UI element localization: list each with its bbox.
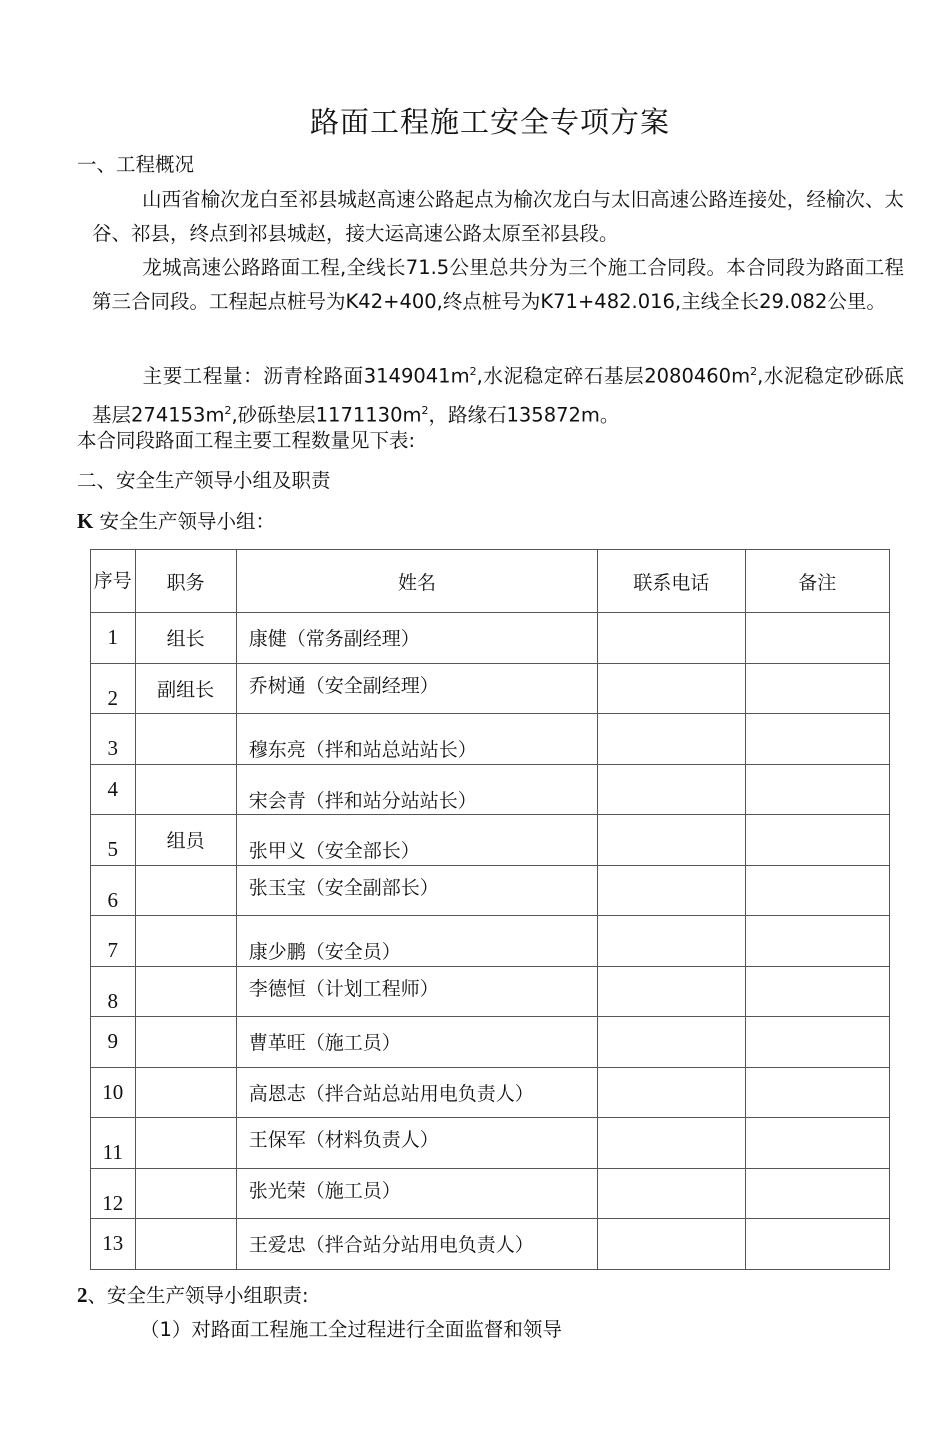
cell-name-text: 康少鹏（安全员）	[248, 941, 401, 964]
cell-no-text: 6	[107, 887, 118, 912]
cell-position-text: 组员	[166, 830, 205, 853]
quantities-part-e: ，路缘石135872m。	[428, 403, 620, 426]
quantities-part-a: 主要工程量：沥青栓路面3149041m	[142, 364, 470, 388]
table-row	[91, 764, 890, 815]
cell-name	[236, 764, 597, 815]
header-position: 职务	[135, 550, 236, 613]
cell-position	[135, 663, 236, 714]
quantities-part-b: ,水泥稳定碎石基层2080460m	[476, 364, 751, 388]
cell-phone	[598, 613, 745, 664]
cell-position	[135, 1067, 236, 1118]
cell-remark	[745, 815, 889, 866]
cell-name-text: 高恩志（拌合站总站用电负责人）	[248, 1082, 534, 1105]
cell-name	[236, 916, 597, 967]
cell-remark	[745, 714, 889, 765]
superscript: 2	[469, 365, 477, 378]
cell-no-text: 5	[107, 837, 118, 862]
cell-position	[135, 815, 236, 866]
duty-item-1: （1）对路面工程施工全过程进行全面监督和领导	[140, 1318, 562, 1341]
cell-no-text: 3	[107, 736, 118, 761]
superscript: 2	[750, 365, 758, 378]
cell-position	[135, 613, 236, 664]
cell-remark	[745, 916, 889, 967]
cell-name-text: 李德恒（计划工程师）	[248, 977, 439, 1000]
cell-name-text: 张玉宝（安全副部长）	[248, 876, 439, 899]
cell-name-text: 王保军（材料负责人）	[248, 1129, 439, 1152]
cell-no	[91, 1067, 136, 1118]
cell-no	[91, 663, 136, 714]
table-row	[91, 1118, 890, 1169]
subsection-marker: K	[77, 509, 94, 533]
cell-no	[91, 714, 136, 765]
cell-position	[135, 714, 236, 765]
cell-phone	[598, 714, 745, 765]
subsection-k-heading	[77, 504, 275, 539]
table-row	[91, 613, 890, 664]
cell-remark	[745, 764, 889, 815]
cell-name-text: 宋会青（拌和站分站站长）	[248, 789, 477, 812]
cell-name	[236, 714, 597, 765]
cell-phone	[598, 966, 745, 1017]
cell-name	[236, 1118, 597, 1169]
subsection-text: 安全生产领导小组：	[99, 510, 276, 533]
table-row	[91, 714, 890, 765]
cell-remark	[745, 663, 889, 714]
cell-position	[135, 1168, 236, 1219]
cell-remark	[745, 966, 889, 1017]
cell-phone	[598, 1118, 745, 1169]
paragraph-1-text: 山西省榆次龙白至祁县城赵高速公路起点为榆次龙白与太旧高速公路连接处，经榆次、太谷、祁县，终点到祁县城赵，接大运高速公路太原至祁县段。	[92, 188, 904, 245]
cell-name	[236, 613, 597, 664]
cell-position-text: 副组长	[157, 678, 215, 701]
cell-name	[236, 1017, 597, 1068]
cell-no	[91, 966, 136, 1017]
cell-no-text: 4	[107, 776, 118, 801]
cell-no-text: 7	[107, 938, 118, 963]
cell-no	[91, 865, 136, 916]
table-body	[91, 613, 890, 1270]
paragraph-2-text: 龙城高速公路路面工程,全线长71.5公里总共分为三个施工合同段。本合同段为路面工程第三合同段。工程起点桩号为K42+400,终点桩号为K71+482.016,主线全长29.082公里。	[92, 256, 904, 313]
cell-no	[91, 1219, 136, 1270]
cell-no	[91, 613, 136, 664]
document-title: 路面工程施工安全专项方案	[309, 105, 670, 139]
cell-position-text: 组长	[166, 628, 205, 651]
quantities-part-c: ,水泥稳定砂砾底基层274153m	[92, 364, 905, 426]
cell-name	[236, 1067, 597, 1118]
cell-name-text: 张光荣（施工员）	[248, 1179, 401, 1202]
section1-paragraph-1	[92, 183, 904, 251]
cell-position	[135, 1219, 236, 1270]
cell-position	[135, 764, 236, 815]
cell-no-text: 8	[107, 988, 118, 1013]
cell-remark	[745, 1017, 889, 1068]
cell-no-text: 12	[102, 1190, 124, 1215]
table-row	[91, 1168, 890, 1219]
cell-no-text: 13	[102, 1231, 124, 1256]
header-no: 序号	[91, 550, 136, 613]
table-header-row	[91, 550, 890, 613]
cell-phone	[598, 1168, 745, 1219]
cell-position	[135, 865, 236, 916]
cell-name	[236, 815, 597, 866]
cell-remark	[745, 1067, 889, 1118]
cell-no	[91, 1017, 136, 1068]
table-row	[91, 865, 890, 916]
cell-phone	[598, 1219, 745, 1270]
cell-no	[91, 1118, 136, 1169]
cell-phone	[598, 1017, 745, 1068]
table-row	[91, 966, 890, 1017]
cell-name	[236, 1168, 597, 1219]
safety-group-table	[90, 549, 890, 1270]
cell-position	[135, 1017, 236, 1068]
cell-name	[236, 865, 597, 916]
cell-name	[236, 966, 597, 1017]
quantities-part-d: ,砂砾垫层1171130m	[231, 403, 422, 426]
cell-name	[236, 1219, 597, 1270]
table-row	[91, 1017, 890, 1068]
cell-no-text: 1	[107, 625, 118, 650]
cell-phone	[598, 764, 745, 815]
cell-no	[91, 916, 136, 967]
duty-heading-text: 、安全生产领导小组职责:	[87, 1284, 309, 1307]
cell-no	[91, 815, 136, 866]
table-row	[91, 916, 890, 967]
cell-phone	[598, 663, 745, 714]
section1-paragraph-2	[92, 251, 904, 319]
cell-name-text: 张甲义（安全部长）	[248, 840, 420, 863]
cell-no	[91, 1168, 136, 1219]
cell-remark	[745, 1219, 889, 1270]
cell-remark	[745, 1118, 889, 1169]
table-row	[91, 663, 890, 714]
cell-position	[135, 916, 236, 967]
cell-phone	[598, 916, 745, 967]
cell-no-text: 10	[102, 1079, 124, 1104]
cell-position	[135, 1118, 236, 1169]
cell-remark	[745, 613, 889, 664]
cell-no-text: 2	[107, 685, 118, 710]
duty-heading	[77, 1278, 309, 1313]
cell-name	[236, 663, 597, 714]
section1-paragraph-3	[92, 355, 904, 432]
header-name: 姓名	[236, 550, 597, 613]
superscript: 2	[421, 403, 429, 417]
cell-phone	[598, 865, 745, 916]
cell-no-text: 9	[107, 1029, 118, 1054]
quantity-table-note: 本合同段路面工程主要工程数量见下表:	[77, 429, 416, 452]
cell-name-text: 王爱忠（拌合站分站用电负责人）	[248, 1234, 534, 1257]
duty-number: 2	[77, 1283, 88, 1307]
cell-phone	[598, 1067, 745, 1118]
cell-phone	[598, 815, 745, 866]
section2-heading: 二、安全生产领导小组及职责	[77, 469, 331, 492]
table-row	[91, 1219, 890, 1270]
superscript: 2	[224, 403, 232, 417]
cell-position	[135, 966, 236, 1017]
cell-name-text: 乔树通（安全副经理）	[248, 674, 439, 697]
cell-name-text: 曹革旺（施工员）	[248, 1032, 401, 1055]
header-phone: 联系电话	[598, 550, 745, 613]
table-row	[91, 1067, 890, 1118]
header-remark: 备注	[745, 550, 889, 613]
cell-no	[91, 764, 136, 815]
cell-name-text: 康健（常务副经理）	[248, 628, 420, 651]
table-row	[91, 815, 890, 866]
cell-remark	[745, 865, 889, 916]
cell-remark	[745, 1168, 889, 1219]
section1-heading: 一、工程概况	[77, 153, 195, 176]
cell-name-text: 穆东亮（拌和站总站站长）	[248, 739, 477, 762]
cell-no-text: 11	[102, 1140, 123, 1165]
